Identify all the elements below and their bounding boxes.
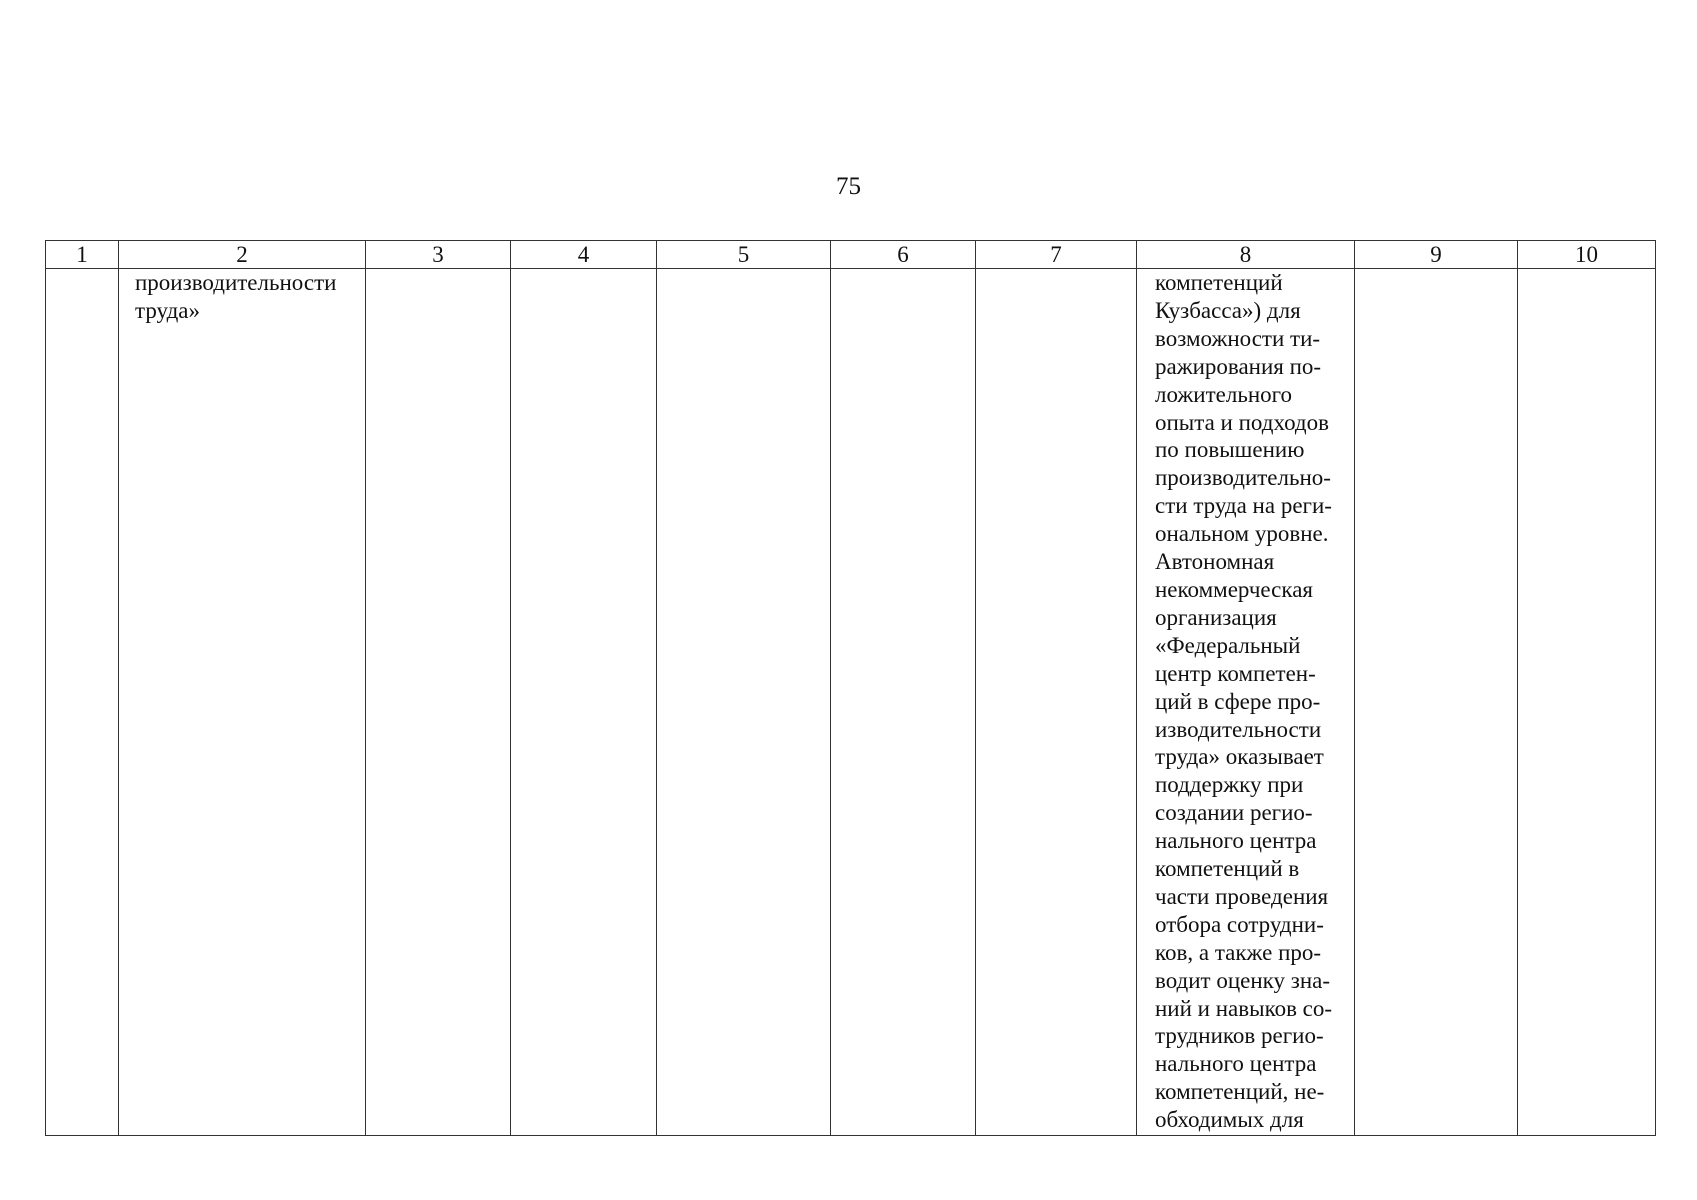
table-cell-col-1 bbox=[46, 269, 119, 1136]
cell-text: производительности труда» bbox=[135, 270, 337, 323]
table-cell-col-7 bbox=[976, 269, 1137, 1136]
table-header-row bbox=[46, 241, 1656, 269]
table-cell-col-2 bbox=[119, 269, 366, 1136]
table-row bbox=[46, 269, 1656, 1136]
column-header: 8 bbox=[1137, 241, 1355, 269]
table-cell-col-5 bbox=[657, 269, 831, 1136]
column-header: 1 bbox=[46, 241, 119, 269]
table-cell-col-6 bbox=[831, 269, 976, 1136]
column-header: 9 bbox=[1355, 241, 1518, 269]
table-cell-col-3 bbox=[366, 269, 511, 1136]
table-cell-col-9 bbox=[1355, 269, 1518, 1136]
column-header: 5 bbox=[657, 241, 831, 269]
column-header: 3 bbox=[366, 241, 511, 269]
page-number: 75 bbox=[836, 173, 861, 200]
column-header: 2 bbox=[119, 241, 366, 269]
column-header: 7 bbox=[976, 241, 1137, 269]
table-cell-col-4 bbox=[511, 269, 657, 1136]
table-cell-col-10 bbox=[1518, 269, 1656, 1136]
column-header: 10 bbox=[1518, 241, 1656, 269]
table-cell-col-8 bbox=[1137, 269, 1355, 1136]
column-header: 4 bbox=[511, 241, 657, 269]
column-header: 6 bbox=[831, 241, 976, 269]
document-table bbox=[45, 240, 1656, 1136]
cell-text: компетенций Кузбасса») для возможности ти- ражирования по- ложительного опыта и подходов по повышению производительно- сти труда на реги- ональном уровне. Автономная некоммерческая организация «Федеральный центр компетен- ций в сфере про- изводительности труда» оказывает поддержку при создании регио- нального центра компетенций в части проведения отбора сотрудни- ков, а также про- водит оценку зна- ний и навыков со- трудников регио- нального центра компетенций, не- обходимых для bbox=[1155, 270, 1333, 1133]
